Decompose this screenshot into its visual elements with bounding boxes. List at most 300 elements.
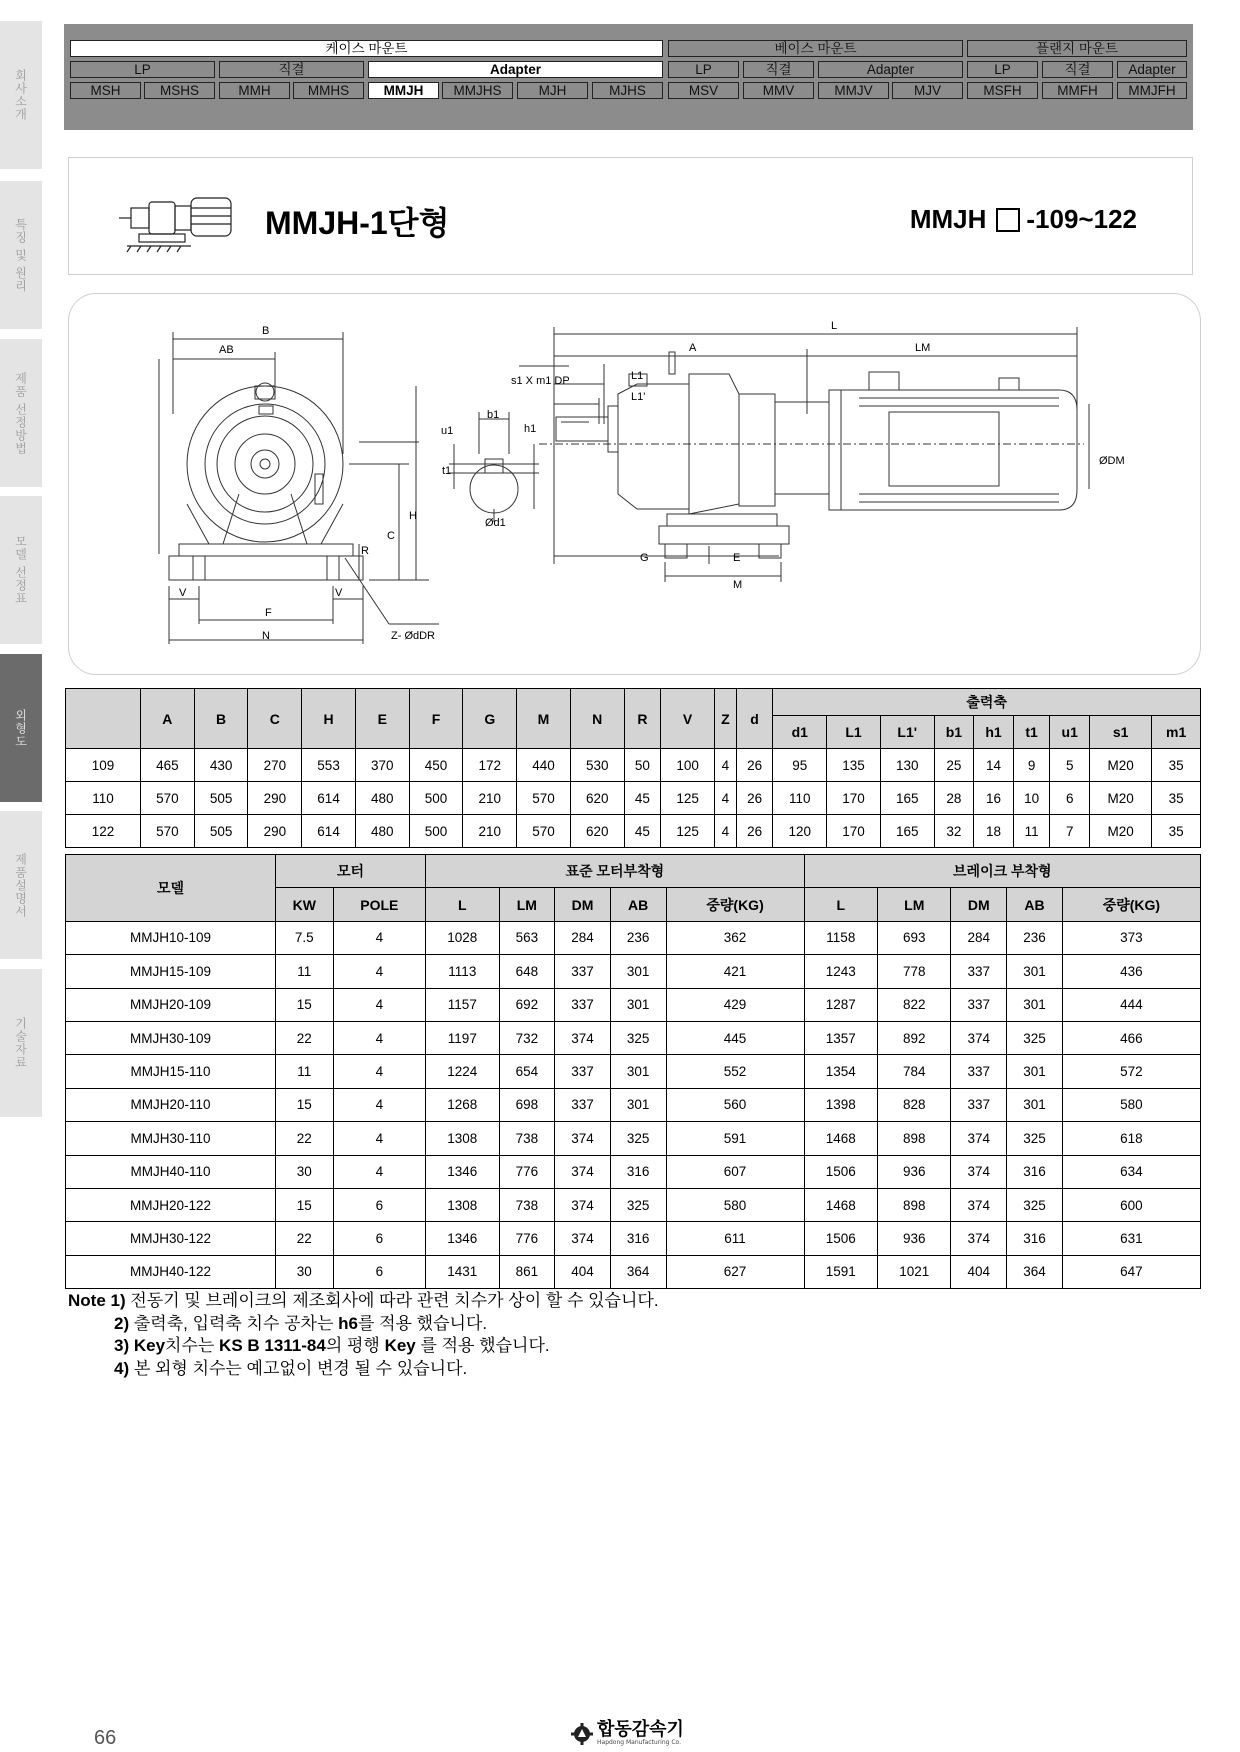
value-cell: 374 bbox=[951, 1155, 1007, 1188]
note-text: 본 외형 치수는 예고없이 변경 될 수 있습니다. bbox=[133, 1358, 468, 1378]
note-label: 3) bbox=[114, 1336, 130, 1355]
dim-cell: 480 bbox=[355, 815, 409, 848]
model-table bbox=[65, 854, 1201, 1289]
value-cell: 325 bbox=[610, 1021, 666, 1054]
side-tab-label: 모델 선정표 bbox=[13, 535, 28, 605]
side-tab-technical[interactable] bbox=[0, 968, 42, 1118]
value-cell: 4 bbox=[333, 1155, 426, 1188]
side-tab-label: 외형도 bbox=[13, 708, 28, 748]
dim-cell: 26 bbox=[736, 782, 773, 815]
value-cell: 325 bbox=[610, 1122, 666, 1155]
value-cell: 325 bbox=[1007, 1021, 1063, 1054]
shaft-header: d1 bbox=[773, 716, 827, 749]
dim-cell: 100 bbox=[661, 749, 715, 782]
value-cell: 22 bbox=[276, 1222, 334, 1255]
label-z: Z- ØdDR bbox=[391, 630, 435, 642]
side-tab-label: 제품 선정방법 bbox=[13, 371, 28, 455]
value-cell: 1157 bbox=[426, 988, 499, 1021]
value-cell: 600 bbox=[1062, 1188, 1200, 1221]
value-cell: 552 bbox=[666, 1055, 804, 1088]
dim-cell: 14 bbox=[974, 749, 1014, 782]
dim-cell: 170 bbox=[827, 815, 881, 848]
dim-cell: 570 bbox=[517, 815, 571, 848]
dim-cell: M20 bbox=[1090, 815, 1152, 848]
side-tab-label: 제품설명서 bbox=[13, 852, 28, 918]
sub-header: L bbox=[804, 888, 877, 921]
value-cell: 1021 bbox=[878, 1255, 951, 1288]
value-cell: 738 bbox=[499, 1122, 555, 1155]
value-cell: 337 bbox=[951, 988, 1007, 1021]
table-row bbox=[66, 1088, 1201, 1121]
value-cell: 4 bbox=[333, 1088, 426, 1121]
dim-cell: 45 bbox=[624, 815, 661, 848]
label-l1-prime: L1' bbox=[631, 391, 646, 403]
note-text: KS B 1311-84 bbox=[219, 1336, 326, 1355]
value-cell: 301 bbox=[610, 988, 666, 1021]
value-cell: 1308 bbox=[426, 1122, 499, 1155]
value-cell: 301 bbox=[610, 1055, 666, 1088]
nav-model-mmhs[interactable]: MMHS bbox=[293, 82, 364, 99]
label-dm: ØDM bbox=[1099, 455, 1125, 467]
nav-model-mjhs[interactable]: MJHS bbox=[592, 82, 663, 99]
value-cell: 1398 bbox=[804, 1088, 877, 1121]
value-cell: 1357 bbox=[804, 1021, 877, 1054]
dim-cell: 26 bbox=[736, 749, 773, 782]
dim-header: E bbox=[355, 689, 409, 749]
dim-header: d bbox=[736, 689, 773, 749]
label-r: R bbox=[361, 545, 369, 557]
table-row bbox=[66, 1188, 1201, 1221]
dim-cell: 570 bbox=[517, 782, 571, 815]
dim-cell: 26 bbox=[736, 815, 773, 848]
value-cell: 4 bbox=[333, 955, 426, 988]
value-cell: 1113 bbox=[426, 955, 499, 988]
dim-cell: 553 bbox=[302, 749, 356, 782]
value-cell: 337 bbox=[555, 955, 611, 988]
sub-header: L bbox=[426, 888, 499, 921]
label-b1: b1 bbox=[487, 409, 500, 421]
nav-flange-direct[interactable]: 직결 bbox=[1042, 61, 1113, 78]
nav-base-mount[interactable]: 베이스 마운트 bbox=[668, 40, 963, 57]
value-cell: 563 bbox=[499, 921, 555, 954]
gear-logo-icon bbox=[570, 1722, 594, 1746]
value-cell: 634 bbox=[1062, 1155, 1200, 1188]
value-cell: 301 bbox=[610, 1088, 666, 1121]
nav-model-mshs[interactable]: MSHS bbox=[144, 82, 215, 99]
dim-cell: 35 bbox=[1152, 749, 1201, 782]
side-tab-features[interactable] bbox=[0, 180, 42, 330]
value-cell: 784 bbox=[878, 1055, 951, 1088]
technical-drawing bbox=[69, 294, 1202, 676]
value-cell: 15 bbox=[276, 1088, 334, 1121]
dim-cell: 45 bbox=[624, 782, 661, 815]
value-cell: 4 bbox=[333, 1122, 426, 1155]
side-tab-selection-method[interactable] bbox=[0, 338, 42, 488]
dim-header: G bbox=[463, 689, 517, 749]
value-cell: 6 bbox=[333, 1188, 426, 1221]
value-cell: 631 bbox=[1062, 1222, 1200, 1255]
dim-cell: 50 bbox=[624, 749, 661, 782]
value-cell: 1224 bbox=[426, 1055, 499, 1088]
dim-header: F bbox=[409, 689, 463, 749]
dim-cell: 95 bbox=[773, 749, 827, 782]
value-cell: 22 bbox=[276, 1122, 334, 1155]
dim-cell: 614 bbox=[302, 815, 356, 848]
value-cell: 374 bbox=[951, 1122, 1007, 1155]
nav-model-msh[interactable]: MSH bbox=[70, 82, 141, 99]
value-cell: 374 bbox=[951, 1021, 1007, 1054]
nav-model-mmjh[interactable]: MMJH bbox=[368, 82, 439, 99]
value-cell: 11 bbox=[276, 1055, 334, 1088]
value-cell: 4 bbox=[333, 1021, 426, 1054]
dim-header: R bbox=[624, 689, 661, 749]
value-cell: 325 bbox=[610, 1188, 666, 1221]
label-n: N bbox=[262, 630, 270, 642]
value-cell: 1346 bbox=[426, 1155, 499, 1188]
value-cell: 374 bbox=[555, 1222, 611, 1255]
dim-cell: 290 bbox=[248, 815, 302, 848]
dim-header: A bbox=[141, 689, 195, 749]
dim-cell: 480 bbox=[355, 782, 409, 815]
dim-cell: 290 bbox=[248, 782, 302, 815]
model-table-body bbox=[66, 921, 1201, 1288]
dim-cell: 430 bbox=[194, 749, 248, 782]
value-cell: 1308 bbox=[426, 1188, 499, 1221]
company-logo bbox=[570, 1721, 684, 1746]
value-cell: 776 bbox=[499, 1155, 555, 1188]
dim-cell: 620 bbox=[570, 782, 624, 815]
label-v-right: V bbox=[335, 587, 343, 599]
model-range-suffix: -109~122 bbox=[1026, 204, 1137, 234]
nav-model-msfh[interactable]: MSFH bbox=[967, 82, 1038, 99]
note-label: Note 1) bbox=[68, 1291, 126, 1310]
sub-header: KW bbox=[276, 888, 334, 921]
dim-cell: 110 bbox=[773, 782, 827, 815]
dim-header-size bbox=[66, 689, 141, 749]
nav-base-lp[interactable]: LP bbox=[668, 61, 739, 78]
nav-case-direct[interactable]: 직결 bbox=[219, 61, 364, 78]
note-label: 4) bbox=[114, 1358, 130, 1378]
label-h1: h1 bbox=[524, 423, 537, 435]
value-cell: 648 bbox=[499, 955, 555, 988]
nav-model-mmfh[interactable]: MMFH bbox=[1042, 82, 1113, 99]
shaft-header: b1 bbox=[934, 716, 974, 749]
label-u1: u1 bbox=[441, 425, 454, 437]
value-cell: 580 bbox=[1062, 1088, 1200, 1121]
dim-cell: 4 bbox=[714, 749, 736, 782]
value-cell: 364 bbox=[610, 1255, 666, 1288]
note-2 bbox=[68, 1313, 659, 1336]
dim-cell: 18 bbox=[974, 815, 1014, 848]
model-cell: MMJH15-109 bbox=[66, 955, 276, 988]
model-range-prefix: MMJH bbox=[909, 204, 987, 234]
dim-cell: 465 bbox=[141, 749, 195, 782]
nav-model-mjv[interactable]: MJV bbox=[892, 82, 963, 99]
value-cell: 236 bbox=[1007, 921, 1063, 954]
dim-cell: 11 bbox=[1013, 815, 1050, 848]
model-cell: MMJH20-122 bbox=[66, 1188, 276, 1221]
shaft-header: L1' bbox=[880, 716, 934, 749]
standard-motor-header: 표준 모터부착형 bbox=[426, 855, 805, 888]
nav-flange-lp[interactable]: LP bbox=[967, 61, 1038, 78]
sub-header: 중량(KG) bbox=[1062, 888, 1200, 921]
label-d1: Ød1 bbox=[485, 517, 506, 529]
dim-header: C bbox=[248, 689, 302, 749]
note-text: h6 bbox=[338, 1313, 358, 1333]
nav-model-mmh[interactable]: MMH bbox=[219, 82, 290, 99]
value-cell: 698 bbox=[499, 1088, 555, 1121]
dim-cell: 4 bbox=[714, 782, 736, 815]
side-tab-outline[interactable] bbox=[0, 653, 42, 803]
motor-header: 모터 bbox=[276, 855, 426, 888]
brake-motor-header: 브레이크 부착형 bbox=[804, 855, 1200, 888]
shaft-header: h1 bbox=[974, 716, 1014, 749]
table-row bbox=[66, 1055, 1201, 1088]
label-t1: t1 bbox=[442, 465, 452, 477]
dim-cell: 25 bbox=[934, 749, 974, 782]
nav-base-adapter[interactable]: Adapter bbox=[818, 61, 963, 78]
table-row bbox=[66, 815, 1201, 848]
nav-model-mmjv[interactable]: MMJV bbox=[818, 82, 889, 99]
note-label: 2) bbox=[114, 1313, 130, 1333]
value-cell: 11 bbox=[276, 955, 334, 988]
sub-header: POLE bbox=[333, 888, 426, 921]
side-tab-label: 특징 및 원리 bbox=[13, 217, 28, 293]
label-c: C bbox=[387, 530, 395, 542]
value-cell: 936 bbox=[878, 1155, 951, 1188]
value-cell: 362 bbox=[666, 921, 804, 954]
value-cell: 1346 bbox=[426, 1222, 499, 1255]
nav-model-mmjhs[interactable]: MMJHS bbox=[442, 82, 513, 99]
model-cell: MMJH30-122 bbox=[66, 1222, 276, 1255]
dim-header: V bbox=[661, 689, 715, 749]
nav-case-adapter[interactable]: Adapter bbox=[368, 61, 663, 78]
value-cell: 738 bbox=[499, 1188, 555, 1221]
value-cell: 1354 bbox=[804, 1055, 877, 1088]
model-range bbox=[910, 204, 1137, 235]
label-a: A bbox=[689, 342, 697, 354]
notes bbox=[68, 1290, 659, 1380]
nav-model-mmjfh[interactable]: MMJFH bbox=[1117, 82, 1187, 99]
sub-header: LM bbox=[499, 888, 555, 921]
model-navigation bbox=[64, 24, 1193, 130]
value-cell: 611 bbox=[666, 1222, 804, 1255]
value-cell: 325 bbox=[1007, 1122, 1063, 1155]
dim-cell: 570 bbox=[141, 815, 195, 848]
side-view bbox=[539, 327, 1089, 582]
value-cell: 374 bbox=[951, 1222, 1007, 1255]
label-m: M bbox=[733, 579, 743, 591]
value-cell: 7.5 bbox=[276, 921, 334, 954]
shaft-header: t1 bbox=[1013, 716, 1050, 749]
value-cell: 898 bbox=[878, 1122, 951, 1155]
value-cell: 1591 bbox=[804, 1255, 877, 1288]
side-tab-label: 회사소개 bbox=[13, 69, 28, 121]
size-cell: 122 bbox=[66, 815, 141, 848]
note-1 bbox=[68, 1290, 659, 1313]
output-shaft-header: 출력축 bbox=[773, 689, 1201, 716]
table-row bbox=[66, 782, 1201, 815]
model-cell: MMJH15-110 bbox=[66, 1055, 276, 1088]
note-text: 전동기 및 브레이크의 제조회사에 따라 관련 치수가 상이 할 수 있습니다. bbox=[130, 1291, 659, 1310]
value-cell: 374 bbox=[951, 1188, 1007, 1221]
label-f: F bbox=[265, 607, 272, 619]
dimension-table bbox=[65, 688, 1201, 848]
model-placeholder-box bbox=[996, 208, 1020, 232]
table-row bbox=[66, 1255, 1201, 1288]
dim-cell: 505 bbox=[194, 782, 248, 815]
value-cell: 301 bbox=[1007, 1055, 1063, 1088]
value-cell: 861 bbox=[499, 1255, 555, 1288]
dim-cell: 32 bbox=[934, 815, 974, 848]
label-g: G bbox=[640, 552, 649, 564]
value-cell: 778 bbox=[878, 955, 951, 988]
nav-model-mmv[interactable]: MMV bbox=[743, 82, 814, 99]
model-cell: MMJH20-110 bbox=[66, 1088, 276, 1121]
value-cell: 337 bbox=[951, 1088, 1007, 1121]
note-text: 를 적용 했습니다. bbox=[357, 1313, 488, 1333]
value-cell: 4 bbox=[333, 988, 426, 1021]
side-tab-label: 기술자료 bbox=[13, 1017, 28, 1069]
dim-cell: 170 bbox=[827, 782, 881, 815]
dim-cell: 28 bbox=[934, 782, 974, 815]
value-cell: 1468 bbox=[804, 1188, 877, 1221]
dim-cell: 16 bbox=[974, 782, 1014, 815]
dim-cell: 500 bbox=[409, 782, 463, 815]
model-cell: MMJH40-122 bbox=[66, 1255, 276, 1288]
value-cell: 647 bbox=[1062, 1255, 1200, 1288]
value-cell: 1028 bbox=[426, 921, 499, 954]
dim-cell: 5 bbox=[1050, 749, 1090, 782]
dim-cell: 570 bbox=[141, 782, 195, 815]
value-cell: 898 bbox=[878, 1188, 951, 1221]
dim-cell: 6 bbox=[1050, 782, 1090, 815]
dim-cell: 172 bbox=[463, 749, 517, 782]
dim-cell: M20 bbox=[1090, 782, 1152, 815]
value-cell: 301 bbox=[1007, 955, 1063, 988]
value-cell: 776 bbox=[499, 1222, 555, 1255]
value-cell: 1506 bbox=[804, 1155, 877, 1188]
value-cell: 15 bbox=[276, 1188, 334, 1221]
model-cell: MMJH20-109 bbox=[66, 988, 276, 1021]
shaft-header: m1 bbox=[1152, 716, 1201, 749]
table-row bbox=[66, 1155, 1201, 1188]
table-row bbox=[66, 1021, 1201, 1054]
dim-cell: 9 bbox=[1013, 749, 1050, 782]
value-cell: 404 bbox=[555, 1255, 611, 1288]
dim-cell: 505 bbox=[194, 815, 248, 848]
nav-model-mjh[interactable]: MJH bbox=[517, 82, 588, 99]
value-cell: 692 bbox=[499, 988, 555, 1021]
note-text: Key bbox=[133, 1336, 166, 1355]
value-cell: 374 bbox=[555, 1122, 611, 1155]
dim-cell: 210 bbox=[463, 815, 517, 848]
shaft-header: L1 bbox=[827, 716, 881, 749]
side-tab-manual[interactable] bbox=[0, 810, 42, 960]
dim-cell: 440 bbox=[517, 749, 571, 782]
label-v-left: V bbox=[179, 587, 187, 599]
label-b: B bbox=[262, 325, 270, 337]
value-cell: 337 bbox=[555, 988, 611, 1021]
sub-header: LM bbox=[878, 888, 951, 921]
company-name-block bbox=[597, 1721, 684, 1746]
shaft-header: u1 bbox=[1050, 716, 1090, 749]
dim-cell: 125 bbox=[661, 782, 715, 815]
value-cell: 316 bbox=[1007, 1222, 1063, 1255]
value-cell: 374 bbox=[555, 1021, 611, 1054]
value-cell: 284 bbox=[555, 921, 611, 954]
table-row bbox=[66, 1122, 1201, 1155]
nav-case-lp[interactable]: LP bbox=[70, 61, 215, 78]
nav-base-direct[interactable]: 직결 bbox=[743, 61, 814, 78]
company-name-en: Hapdong Manufacturing Co. bbox=[597, 1739, 682, 1746]
value-cell: 421 bbox=[666, 955, 804, 988]
size-cell: 109 bbox=[66, 749, 141, 782]
value-cell: 325 bbox=[1007, 1188, 1063, 1221]
dim-cell: 500 bbox=[409, 815, 463, 848]
value-cell: 445 bbox=[666, 1021, 804, 1054]
value-cell: 337 bbox=[555, 1055, 611, 1088]
value-cell: 316 bbox=[610, 1155, 666, 1188]
sub-header: 중량(KG) bbox=[666, 888, 804, 921]
note-text: Key bbox=[384, 1336, 416, 1355]
value-cell: 337 bbox=[951, 955, 1007, 988]
nav-flange-adapter[interactable]: Adapter bbox=[1117, 61, 1187, 78]
side-tab-company[interactable] bbox=[0, 20, 42, 170]
dim-cell: 450 bbox=[409, 749, 463, 782]
sub-header: AB bbox=[610, 888, 666, 921]
dim-cell: 210 bbox=[463, 782, 517, 815]
value-cell: 444 bbox=[1062, 988, 1200, 1021]
nav-model-msv[interactable]: MSV bbox=[668, 82, 739, 99]
value-cell: 732 bbox=[499, 1021, 555, 1054]
nav-case-mount[interactable]: 케이스 마운트 bbox=[70, 40, 663, 57]
page-title: MMJH-1단형 bbox=[265, 205, 450, 241]
value-cell: 337 bbox=[951, 1055, 1007, 1088]
dimension-table-body bbox=[66, 749, 1201, 848]
page-number: 66 bbox=[94, 1727, 117, 1749]
dim-cell: 120 bbox=[773, 815, 827, 848]
sub-header: DM bbox=[555, 888, 611, 921]
company-name: 합동감속기 bbox=[597, 1719, 684, 1740]
value-cell: 6 bbox=[333, 1255, 426, 1288]
value-cell: 618 bbox=[1062, 1122, 1200, 1155]
value-cell: 337 bbox=[555, 1088, 611, 1121]
label-ab: AB bbox=[219, 344, 234, 356]
model-header: 모델 bbox=[66, 855, 276, 922]
note-4 bbox=[68, 1358, 659, 1381]
nav-flange-mount[interactable]: 플랜지 마운트 bbox=[967, 40, 1187, 57]
table-row bbox=[66, 1222, 1201, 1255]
gear-reducer-icon bbox=[119, 186, 239, 256]
value-cell: 284 bbox=[951, 921, 1007, 954]
value-cell: 654 bbox=[499, 1055, 555, 1088]
note-text: 를 적용 했습니다. bbox=[415, 1336, 550, 1355]
dim-header: H bbox=[302, 689, 356, 749]
value-cell: 1158 bbox=[804, 921, 877, 954]
value-cell: 30 bbox=[276, 1255, 334, 1288]
value-cell: 6 bbox=[333, 1222, 426, 1255]
table-row bbox=[66, 955, 1201, 988]
dim-cell: 4 bbox=[714, 815, 736, 848]
value-cell: 607 bbox=[666, 1155, 804, 1188]
dim-cell: 130 bbox=[880, 749, 934, 782]
value-cell: 429 bbox=[666, 988, 804, 1021]
value-cell: 591 bbox=[666, 1122, 804, 1155]
front-view bbox=[159, 332, 439, 644]
value-cell: 693 bbox=[878, 921, 951, 954]
side-tab-model-selection[interactable] bbox=[0, 495, 42, 645]
